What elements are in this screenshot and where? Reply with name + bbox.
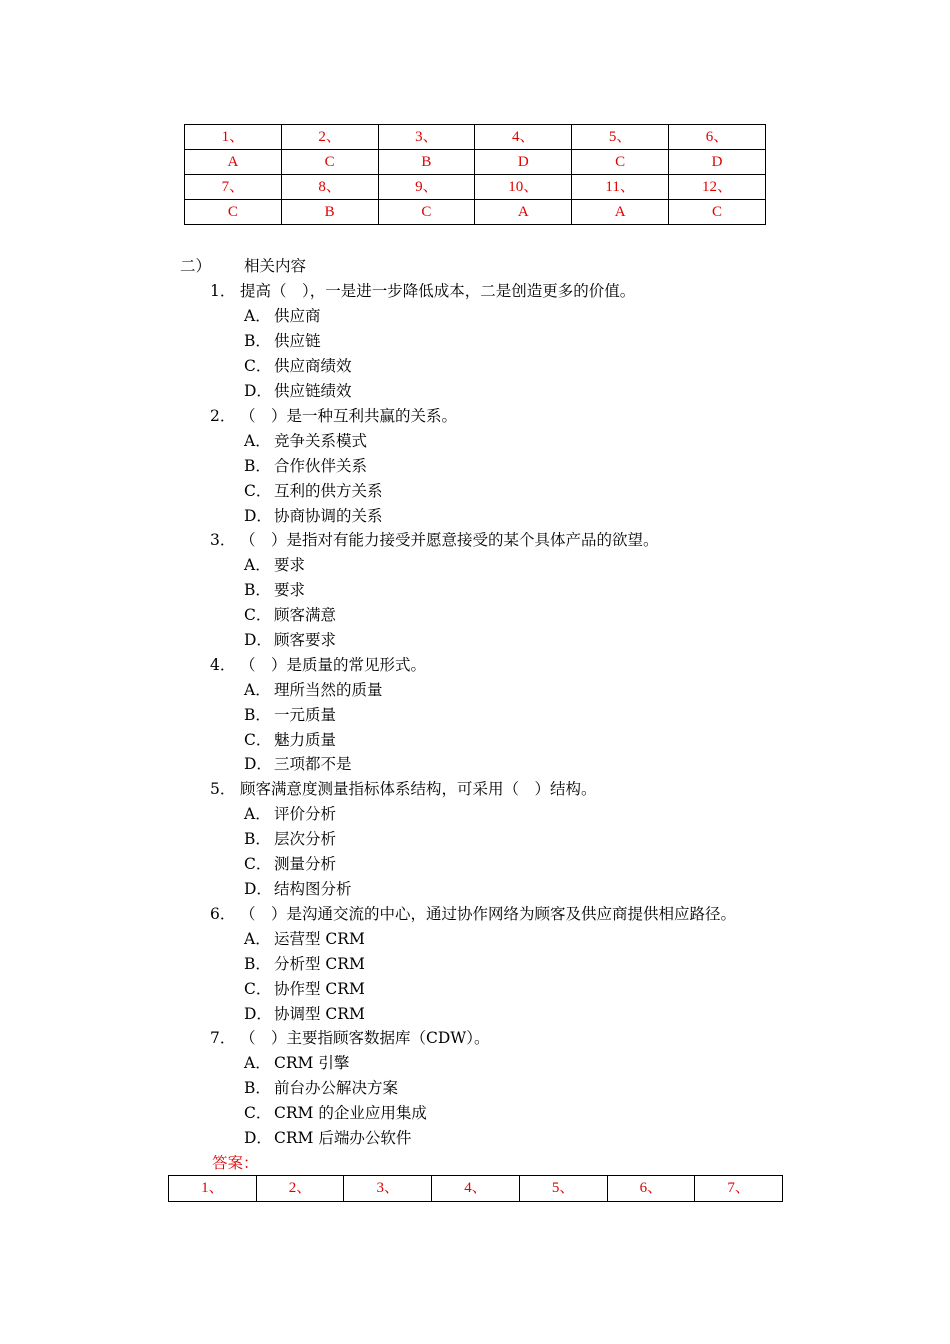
option-text: 顾客满意	[274, 606, 337, 624]
option-letter: B．	[244, 1079, 271, 1097]
option-text: CRM 后端办公软件	[274, 1129, 412, 1147]
option-text: 结构图分析	[274, 880, 352, 898]
table-cell: A	[475, 200, 572, 225]
question-text: （ ）主要指顾客数据库（CDW）。	[240, 1029, 490, 1047]
option-letter: D．	[244, 755, 272, 773]
question-text: （ ）是沟通交流的中心，通过协作网络为顾客及供应商提供相应路径。	[240, 905, 737, 923]
table-cell: B	[378, 150, 475, 175]
table-cell: 9、	[378, 175, 475, 200]
option-text: 一元质量	[274, 706, 337, 724]
answer-table-top	[184, 124, 766, 225]
table-row	[185, 175, 766, 200]
option-letter: B．	[244, 332, 271, 350]
option-letter: D．	[244, 507, 272, 525]
table-cell: A	[572, 200, 669, 225]
option-letter: D．	[244, 1129, 272, 1147]
option-letter: B．	[244, 706, 271, 724]
table-cell: 1、	[185, 125, 282, 150]
table-cell: 5、	[572, 125, 669, 150]
option-text: 层次分析	[274, 830, 337, 848]
table-cell: 2、	[281, 125, 378, 150]
option-letter: D．	[244, 631, 272, 649]
table-cell: C	[572, 150, 669, 175]
table-cell: C	[669, 200, 766, 225]
option-text: 三项都不是	[274, 755, 352, 773]
table-cell: 4、	[432, 1176, 520, 1202]
section-number: 二）	[180, 257, 212, 275]
question-number: 1．	[210, 282, 236, 300]
table-cell: 5、	[519, 1176, 607, 1202]
option-letter: A．	[244, 556, 271, 574]
question-text: （ ）是一种互利共赢的关系。	[240, 407, 458, 425]
option-text: 协调型 CRM	[274, 1005, 365, 1023]
question-number: 3．	[210, 531, 236, 549]
table-cell: 1、	[169, 1176, 257, 1202]
option-letter: C．	[244, 1104, 272, 1122]
option-text: 要求	[274, 556, 306, 574]
question-number: 5．	[210, 780, 236, 798]
option-text: 供应商	[274, 307, 321, 325]
table-cell: 6、	[607, 1176, 695, 1202]
section-title: 相关内容	[244, 257, 307, 275]
table-cell: 7、	[185, 175, 282, 200]
option-letter: A．	[244, 307, 271, 325]
option-text: 供应商绩效	[274, 357, 352, 375]
option-letter: C．	[244, 482, 272, 500]
table-row	[185, 125, 766, 150]
option-text: 要求	[274, 581, 306, 599]
question-text: 顾客满意度测量指标体系结构，可采用（ ）结构。	[240, 780, 597, 798]
option-letter: B．	[244, 830, 271, 848]
question-number: 4．	[210, 656, 236, 674]
question-number: 2．	[210, 407, 236, 425]
table-cell: D	[669, 150, 766, 175]
option-letter: D．	[244, 1005, 272, 1023]
table-cell: B	[281, 200, 378, 225]
option-text: CRM 引擎	[274, 1054, 350, 1072]
option-letter: C．	[244, 731, 272, 749]
table-cell: 8、	[281, 175, 378, 200]
option-letter: A．	[244, 805, 271, 823]
option-text: 测量分析	[274, 855, 337, 873]
answer-label: 答案：	[212, 1154, 259, 1172]
option-letter: D．	[244, 880, 272, 898]
question-text: （ ）是质量的常见形式。	[240, 656, 427, 674]
table-row	[169, 1176, 783, 1202]
option-text: 顾客要求	[274, 631, 337, 649]
option-text: 协作型 CRM	[274, 980, 365, 998]
table-cell: 3、	[378, 125, 475, 150]
table-cell: 10、	[475, 175, 572, 200]
table-cell: 7、	[695, 1176, 783, 1202]
table-cell: C	[378, 200, 475, 225]
table-cell: 2、	[256, 1176, 344, 1202]
question-text: 提高（ ），一是进一步降低成本，二是创造更多的价值。	[240, 282, 636, 300]
option-letter: D．	[244, 382, 272, 400]
question-number: 7．	[210, 1029, 236, 1047]
option-text: 竞争关系模式	[274, 432, 368, 450]
table-cell: A	[185, 150, 282, 175]
table-row	[185, 150, 766, 175]
question-number: 6．	[210, 905, 236, 923]
option-text: 分析型 CRM	[274, 955, 365, 973]
option-letter: C．	[244, 606, 272, 624]
answer-table-bottom	[168, 1175, 783, 1202]
option-letter: C．	[244, 357, 272, 375]
option-text: 供应链绩效	[274, 382, 352, 400]
option-letter: A．	[244, 681, 271, 699]
table-cell: C	[185, 200, 282, 225]
option-text: 理所当然的质量	[274, 681, 383, 699]
table-row	[185, 200, 766, 225]
option-text: 魅力质量	[274, 731, 337, 749]
table-cell: 11、	[572, 175, 669, 200]
table-cell: 4、	[475, 125, 572, 150]
option-letter: C．	[244, 980, 272, 998]
table-cell: D	[475, 150, 572, 175]
option-letter: B．	[244, 955, 271, 973]
option-text: 合作伙伴关系	[274, 457, 368, 475]
table-cell: C	[281, 150, 378, 175]
option-text: 评价分析	[274, 805, 337, 823]
option-text: 前台办公解决方案	[274, 1079, 399, 1097]
table-cell: 3、	[344, 1176, 432, 1202]
table-cell: 6、	[669, 125, 766, 150]
question-text: （ ）是指对有能力接受并愿意接受的某个具体产品的欲望。	[240, 531, 659, 549]
option-text: CRM 的企业应用集成	[274, 1104, 427, 1122]
option-text: 供应链	[274, 332, 321, 350]
option-letter: C．	[244, 855, 272, 873]
table-cell: 12、	[669, 175, 766, 200]
option-text: 运营型 CRM	[274, 930, 365, 948]
option-letter: B．	[244, 581, 271, 599]
option-text: 协商协调的关系	[274, 507, 383, 525]
option-letter: A．	[244, 1054, 271, 1072]
option-letter: B．	[244, 457, 271, 475]
option-letter: A．	[244, 432, 271, 450]
option-text: 互利的供方关系	[274, 482, 383, 500]
option-letter: A．	[244, 930, 271, 948]
